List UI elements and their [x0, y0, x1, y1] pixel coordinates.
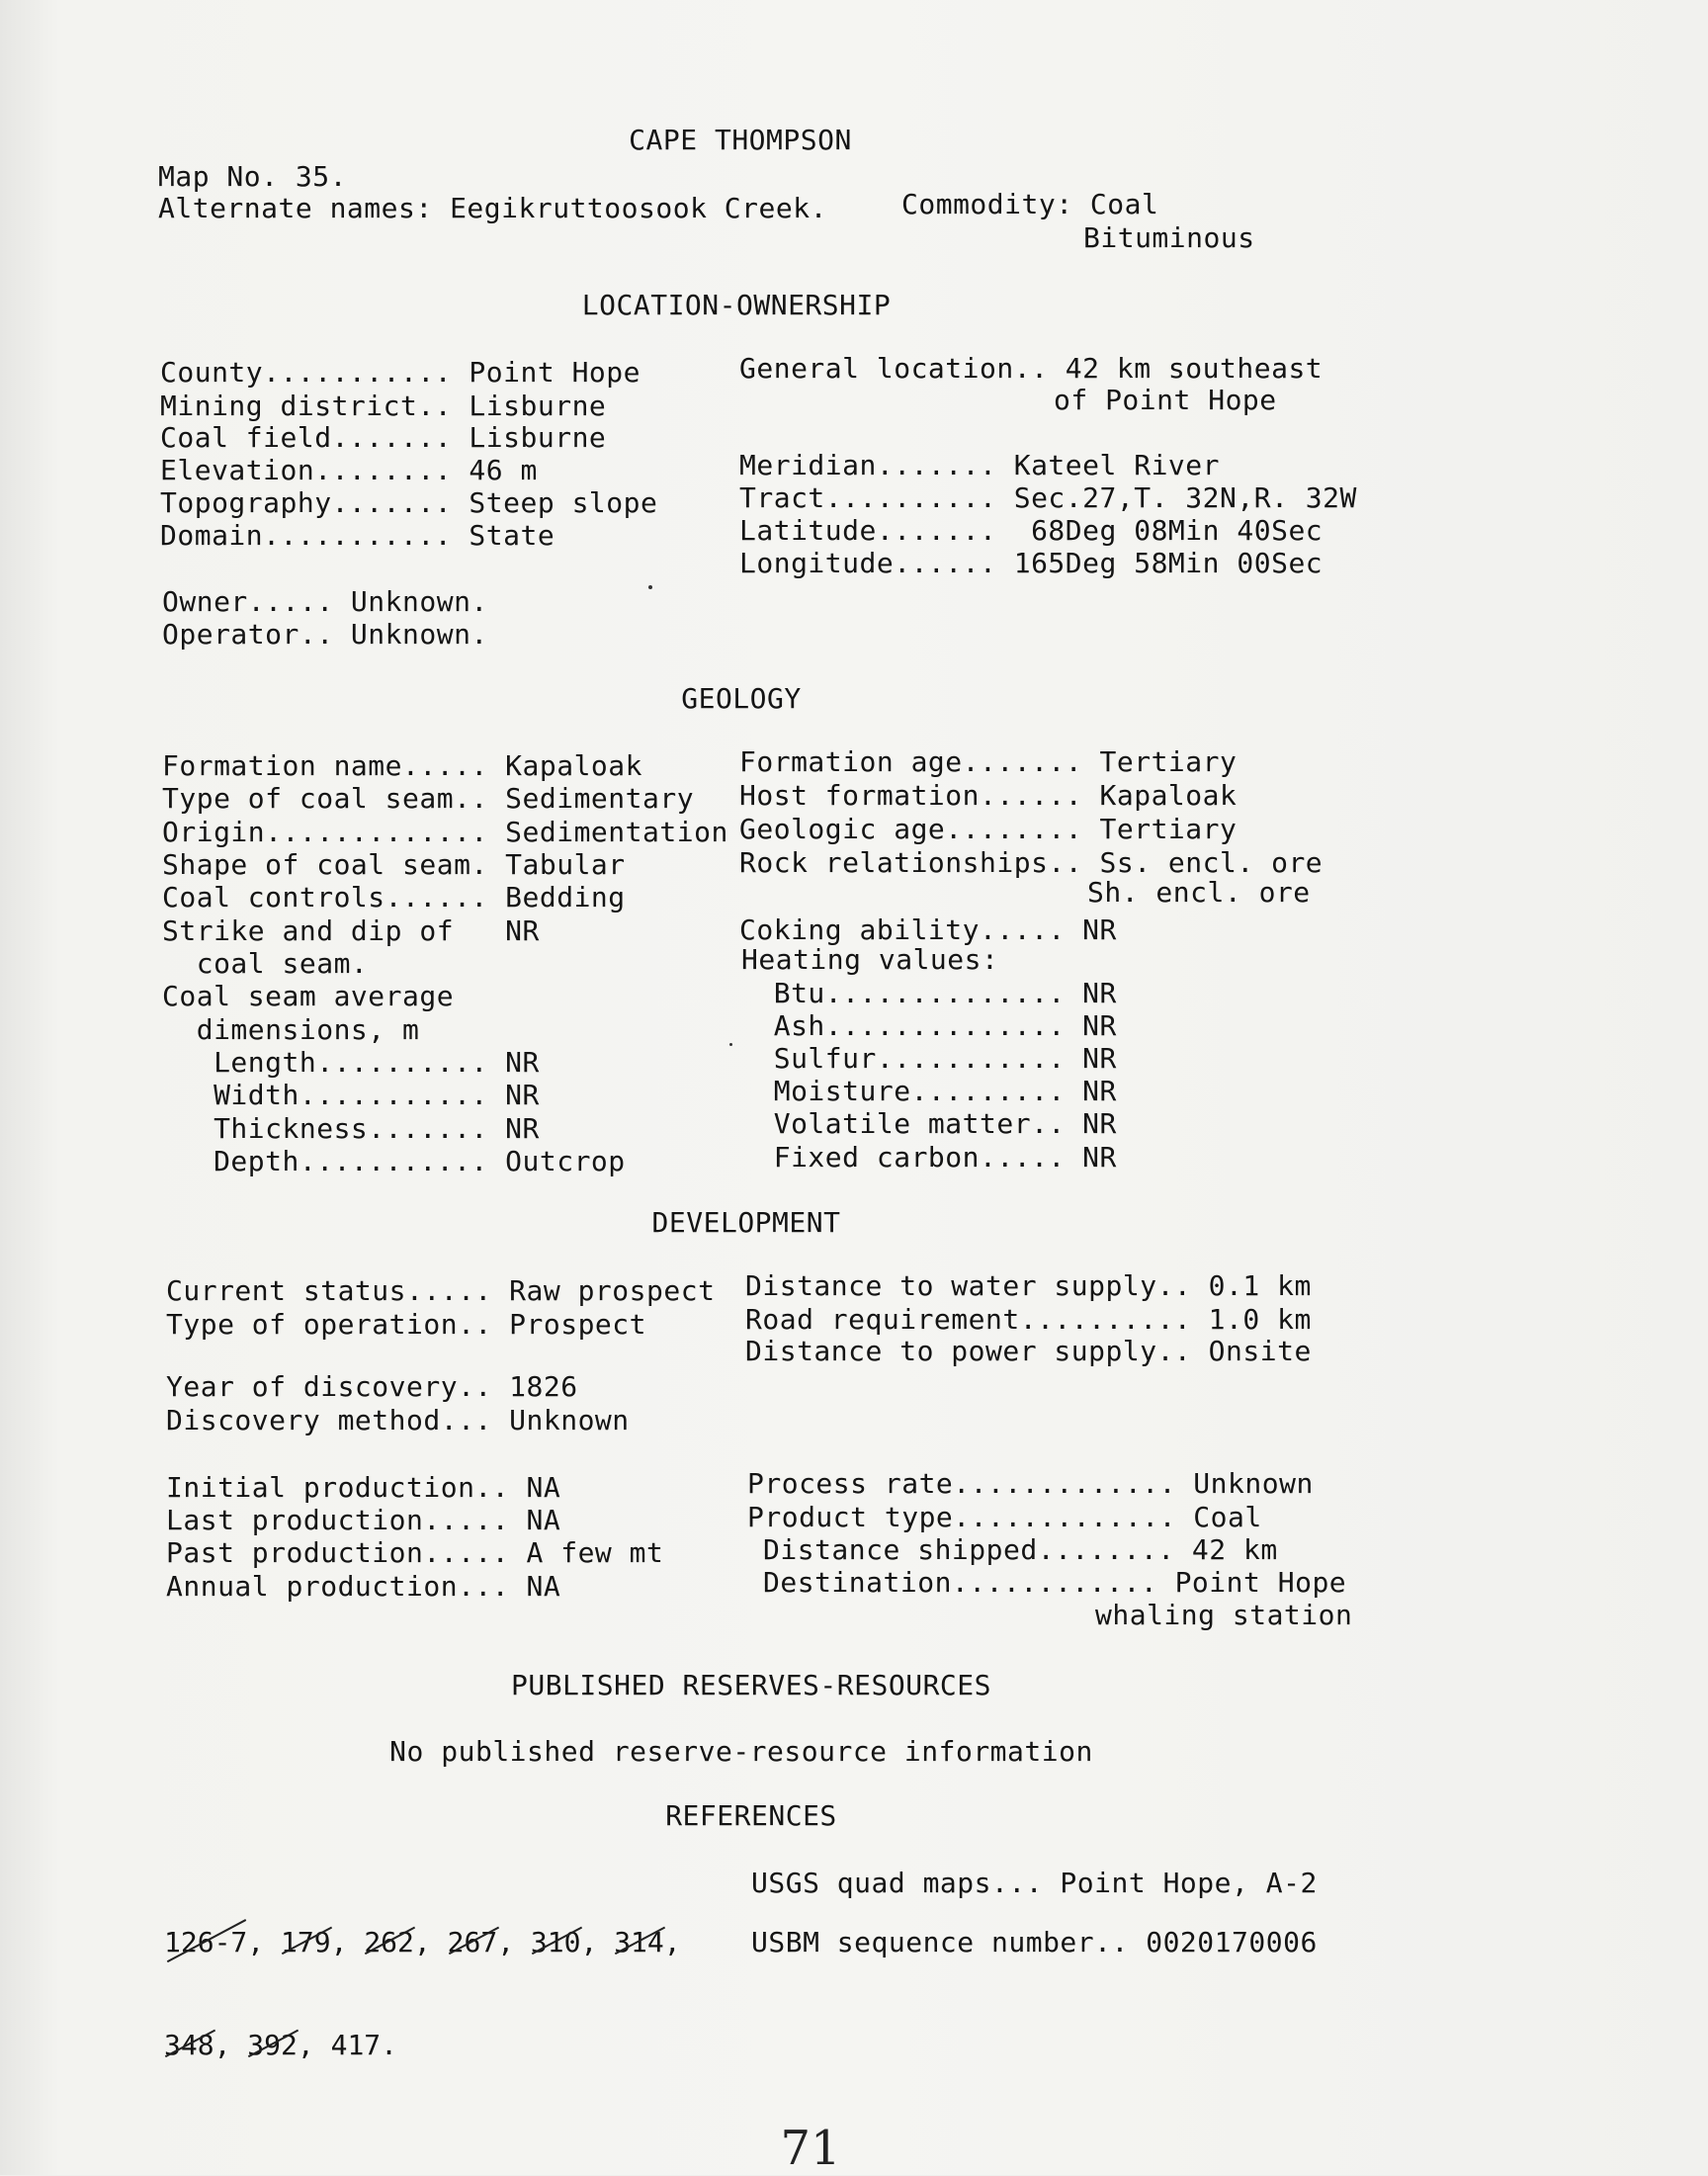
location-row-mining-district: Mining district.. Lisburne	[160, 390, 607, 422]
development-row-distance-power: Distance to power supply.. Onsite	[745, 1335, 1312, 1367]
geology-left-6: coal seam.	[162, 947, 369, 980]
page-number: 71	[780, 2121, 841, 2176]
production-row-past: Past production..... A few mt	[166, 1536, 664, 1569]
usbm-sequence-number: USBM sequence number.. 0020170006	[751, 1926, 1318, 1958]
reference-struck: 126-7	[164, 1926, 248, 1958]
geology-left-0: Formation name..... Kapaloak	[162, 749, 643, 782]
geology-right-9: Sulfur........... NR	[739, 1042, 1117, 1075]
geology-left-2: Origin............. Sedimentation	[162, 816, 728, 848]
geology-left-4: Coal controls...... Bedding	[162, 881, 626, 914]
geology-left-1: Type of coal seam.. Sedimentary	[162, 782, 695, 815]
operator: Operator.. Unknown.	[162, 618, 488, 651]
page-title: CAPE THOMPSON	[629, 124, 852, 156]
speck	[729, 1043, 732, 1046]
production-row-last: Last production..... NA	[166, 1504, 561, 1536]
location-row-county: County........... Point Hope	[160, 356, 641, 389]
geology-left-10: Width........... NR	[162, 1079, 540, 1111]
location-row-topography: Topography....... Steep slope	[160, 486, 658, 519]
reference-struck: 310	[530, 1926, 581, 1958]
development-row-type-of-operation: Type of operation.. Prospect	[166, 1308, 647, 1341]
production-row-distance-shipped: Distance shipped........ 42 km	[763, 1533, 1278, 1566]
development-row-current-status: Current status..... Raw prospect	[166, 1274, 716, 1307]
reserves-text: No published reserve-resource information	[389, 1735, 1093, 1768]
section-heading-location: LOCATION-OWNERSHIP	[581, 289, 892, 321]
geology-left-3: Shape of coal seam. Tabular	[162, 848, 626, 881]
geology-right-0: Formation age....... Tertiary	[739, 745, 1238, 778]
geology-right-2: Geologic age........ Tertiary	[739, 813, 1238, 845]
geology-right-8: Ash.............. NR	[739, 1009, 1117, 1042]
geology-right-5: Coking ability..... NR	[739, 914, 1117, 946]
section-heading-references: REFERENCES	[665, 1799, 837, 1832]
reference-struck: 392	[247, 2029, 298, 2061]
geology-left-5: Strike and dip of NR	[162, 914, 540, 947]
development-row-distance-water: Distance to water supply.. 0.1 km	[745, 1269, 1312, 1302]
geology-left-8: dimensions, m	[162, 1013, 420, 1046]
owner: Owner..... Unknown.	[162, 585, 488, 618]
geology-right-3: Rock relationships.. Ss. encl. ore	[739, 846, 1324, 879]
location-row-tract: Tract.......... Sec.27,T. 32N,R. 32W	[739, 481, 1357, 514]
geology-right-11: Volatile matter.. NR	[739, 1107, 1117, 1140]
location-row-elevation: Elevation........ 46 m	[160, 454, 538, 486]
geology-right-6: Heating values:	[741, 943, 999, 976]
production-row-product-type: Product type............. Coal	[747, 1501, 1262, 1533]
location-row-general-location: General location.. 42 km southeast	[739, 352, 1324, 385]
reference-struck: 267	[447, 1926, 498, 1958]
alternate-names: Alternate names: Eegikruttoosook Creek.	[158, 192, 827, 224]
geology-right-7: Btu.............. NR	[739, 977, 1117, 1009]
geology-left-7: Coal seam average	[162, 980, 455, 1012]
reference-line-1: 126-7, 179, 262, 267, 310, 314,	[164, 1926, 681, 1958]
geology-right-4: Sh. encl. ore	[1087, 876, 1311, 909]
production-row-process-rate: Process rate............. Unknown	[747, 1467, 1314, 1500]
production-row-destination-cont: whaling station	[1095, 1599, 1353, 1631]
geology-right-12: Fixed carbon..... NR	[739, 1141, 1117, 1174]
location-row-general-location-cont: of Point Hope	[1054, 384, 1277, 416]
reference-line-2: 348, 392, 417.	[164, 2029, 398, 2061]
location-row-latitude: Latitude....... 68Deg 08Min 40Sec	[739, 514, 1324, 547]
geology-left-9: Length.......... NR	[162, 1046, 540, 1079]
map-number: Map No. 35.	[158, 160, 347, 193]
section-heading-development: DEVELOPMENT	[651, 1206, 841, 1239]
reference-struck: 314	[614, 1926, 664, 1958]
section-heading-reserves: PUBLISHED RESERVES-RESOURCES	[510, 1669, 991, 1701]
production-row-destination: Destination............ Point Hope	[763, 1566, 1347, 1599]
section-heading-geology: GEOLOGY	[681, 682, 802, 715]
geology-right-1: Host formation...... Kapaloak	[739, 779, 1238, 812]
location-row-meridian: Meridian....... Kateel River	[739, 449, 1221, 481]
reference-list	[164, 1859, 681, 2132]
speck	[648, 585, 652, 589]
development-row-road-requirement: Road requirement.......... 1.0 km	[745, 1303, 1312, 1336]
usgs-quad-maps: USGS quad maps... Point Hope, A-2	[751, 1867, 1318, 1899]
reference-item: 417.	[330, 2029, 398, 2061]
reference-struck: 348	[164, 2029, 214, 2061]
location-row-domain: Domain........... State	[160, 519, 555, 552]
geology-right-10: Moisture......... NR	[739, 1075, 1117, 1107]
location-row-longitude: Longitude...... 165Deg 58Min 00Sec	[739, 547, 1324, 579]
production-row-annual: Annual production... NA	[166, 1570, 561, 1603]
production-row-initial: Initial production.. NA	[166, 1471, 561, 1504]
development-row-discovery-method: Discovery method... Unknown	[166, 1404, 630, 1436]
reference-struck: 262	[364, 1926, 414, 1958]
location-row-coal-field: Coal field....... Lisburne	[160, 421, 607, 454]
geology-left-11: Thickness....... NR	[162, 1112, 540, 1145]
commodity: Commodity: Coal	[901, 188, 1159, 220]
development-row-year-of-discovery: Year of discovery.. 1826	[166, 1370, 578, 1403]
commodity-type: Bituminous	[1083, 221, 1255, 254]
geology-left-12: Depth........... Outcrop	[162, 1145, 626, 1177]
reference-struck: 179	[281, 1926, 331, 1958]
